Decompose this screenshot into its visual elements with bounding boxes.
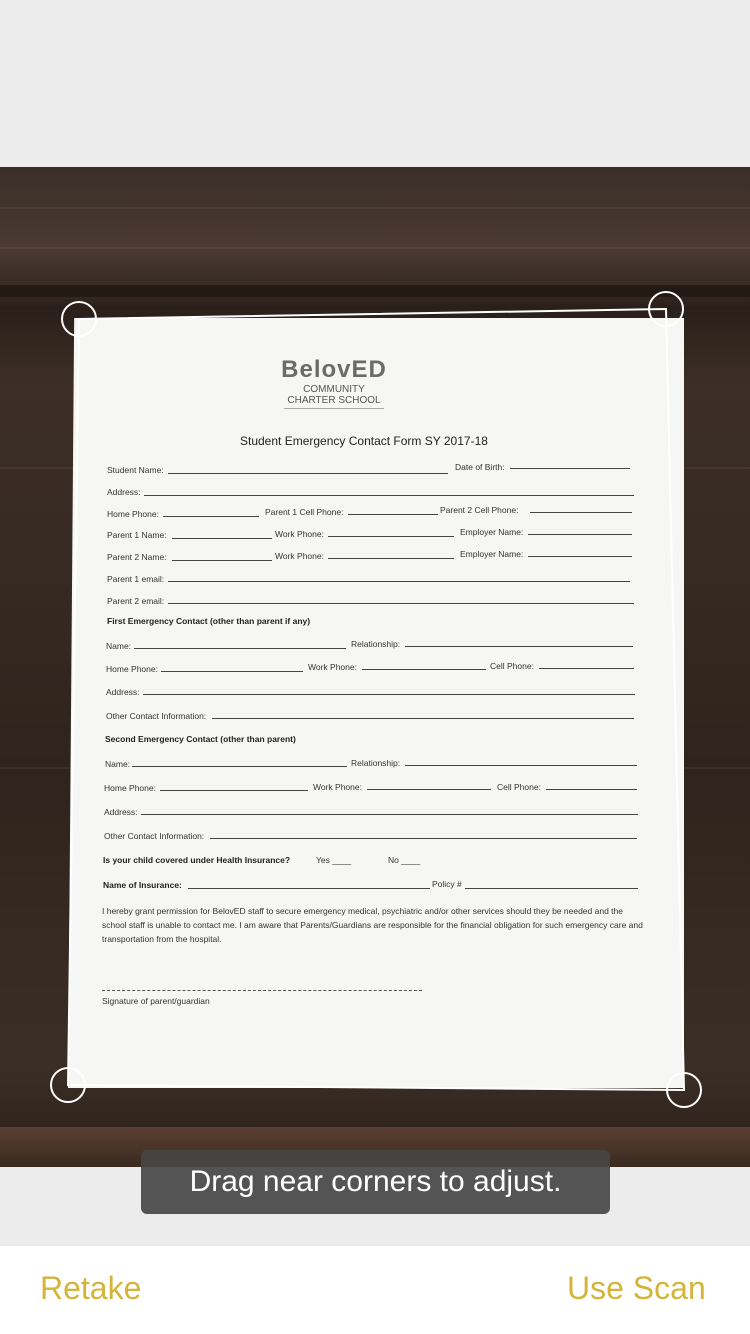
sc-name-label: Name: [105, 759, 131, 769]
field-line [328, 558, 454, 559]
field-line [362, 669, 486, 670]
fc-relationship-label: Relationship: [351, 639, 401, 649]
field-line [172, 538, 272, 539]
corner-handle-top-right[interactable] [648, 291, 684, 327]
insurance-name-label: Name of Insurance: [103, 880, 182, 890]
field-line [141, 814, 638, 815]
address-label: Address: [107, 487, 141, 497]
field-line [161, 671, 303, 672]
logo-line2: CHARTER SCHOOL [287, 395, 381, 406]
fc-cell-phone-label: Cell Phone: [490, 661, 534, 671]
field-line [168, 473, 448, 474]
insurance-no: No ____ [388, 855, 421, 865]
field-line [530, 512, 632, 513]
sc-work-phone-label: Work Phone: [313, 782, 362, 792]
logo-name: BelovED [281, 356, 387, 383]
insurance-question: Is your child covered under Health Insurance? [103, 855, 291, 865]
field-line [168, 603, 634, 604]
p2-name-label: Parent 2 Name: [107, 552, 167, 562]
fc-work-phone-label: Work Phone: [308, 662, 357, 672]
sc-other-label: Other Contact Information: [104, 831, 205, 841]
fc-name-label: Name: [106, 641, 132, 651]
sc-relationship-label: Relationship: [351, 758, 401, 768]
field-line [405, 646, 633, 647]
field-line [367, 789, 491, 790]
signature-label: Signature of parent/guardian [102, 996, 210, 1006]
dob-label: Date of Birth: [455, 462, 505, 472]
fc-address-label: Address: [106, 687, 140, 697]
field-line [405, 765, 637, 766]
policy-label: Policy # [432, 879, 462, 889]
first-contact-heading: First Emergency Contact (other than parent if any) [107, 616, 311, 626]
wood-grain [0, 247, 750, 249]
sc-cell-phone-label: Cell Phone: [497, 782, 541, 792]
p2-email-label: Parent 2 email: [107, 596, 165, 606]
field-line [143, 694, 635, 695]
field-line [144, 495, 634, 496]
field-line [134, 648, 346, 649]
field-line [132, 766, 347, 767]
sc-address-label: Address: [104, 807, 138, 817]
school-logo [244, 356, 424, 409]
field-line [188, 888, 430, 889]
field-line [172, 560, 272, 561]
field-line [210, 838, 637, 839]
field-line [160, 790, 308, 791]
corner-handle-top-left[interactable] [61, 301, 97, 337]
fc-home-phone-label: Home Phone: [106, 664, 158, 674]
insurance-yes: Yes ____ [316, 855, 352, 865]
p1-name-label: Parent 1 Name: [107, 530, 167, 540]
top-area [0, 0, 750, 167]
field-line [212, 718, 634, 719]
field-line [528, 556, 632, 557]
table-seam [0, 285, 750, 297]
p1-work-label: Work Phone: [275, 529, 324, 539]
field-line [539, 668, 634, 669]
field-line [510, 468, 630, 469]
corner-handle-bottom-right[interactable] [666, 1072, 702, 1108]
corner-handle-bottom-left[interactable] [50, 1067, 86, 1103]
fc-other-label: Other Contact Information: [106, 711, 207, 721]
p2-employer-label: Employer Name: [460, 549, 524, 559]
p1-email-label: Parent 1 email: [107, 574, 165, 584]
field-line [528, 534, 632, 535]
home-phone-label: Home Phone: [107, 509, 159, 519]
p1-cell-label: Parent 1 Cell Phone: [265, 507, 344, 517]
wood-grain [0, 207, 750, 209]
signature-line [102, 990, 422, 991]
use-scan-button[interactable]: Use Scan [567, 1270, 706, 1306]
field-line [546, 789, 637, 790]
field-line [465, 888, 638, 889]
p2-cell-label: Parent 2 Cell Phone: [440, 505, 519, 515]
form-title: Student Emergency Contact Form SY 2017-18 [240, 434, 488, 448]
student-name-label: Student Name: [107, 465, 164, 475]
sc-home-phone-label: Home Phone: [104, 783, 156, 793]
field-line [168, 581, 630, 582]
p2-work-label: Work Phone: [275, 551, 324, 561]
hint-toast: Drag near corners to adjust. [141, 1150, 610, 1214]
logo-rule [284, 408, 384, 409]
permission-text: I hereby grant permission for BelovED staff to secure emergency medical, psychiatric and/or other services should they be needed and the school staff is unable to contact me. I am aware that Parents/Guardians are responsible for the financial obligation for such emergency care and transportation from the hospital. [102, 906, 643, 944]
logo-line1: COMMUNITY [303, 384, 365, 395]
p1-employer-label: Employer Name: [460, 527, 524, 537]
retake-button[interactable]: Retake [40, 1270, 142, 1306]
second-contact-heading: Second Emergency Contact (other than parent) [105, 734, 296, 744]
field-line [163, 516, 259, 517]
field-line [328, 536, 454, 537]
field-line [348, 514, 438, 515]
